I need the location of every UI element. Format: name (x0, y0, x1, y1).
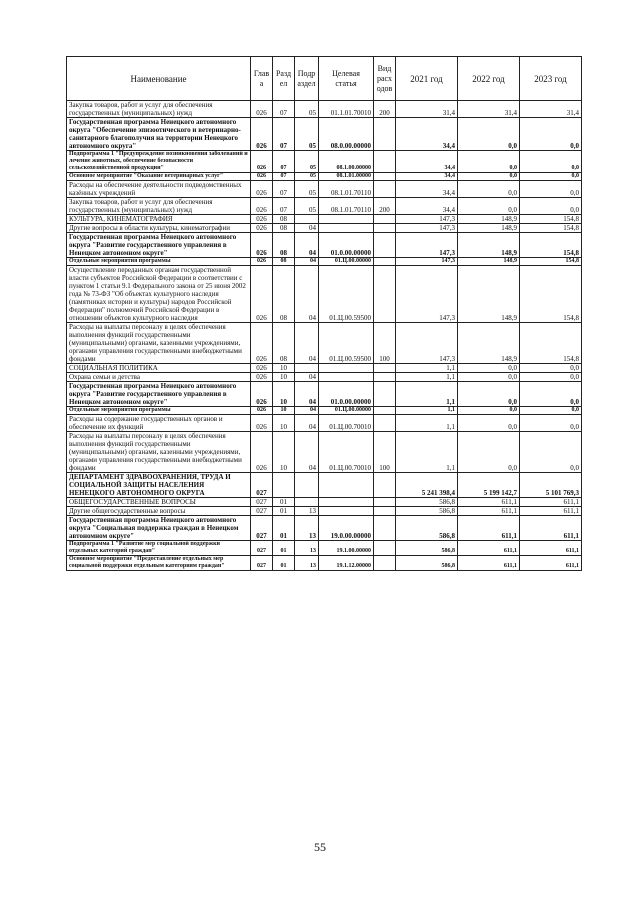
cell-y2022: 611,1 (458, 541, 520, 556)
cell-razdel: 01 (273, 507, 295, 516)
cell-name: Основное мероприятие "Предоставление отдельных мер социальной поддержки отдельным категориям граждан" (67, 556, 251, 571)
col-header-razdel: Разд ел (273, 57, 295, 101)
cell-name: Государственная программа Ненецкого автономного округа "Развитие государственного управления в Ненецком автономном округе" (67, 233, 251, 258)
cell-vid (374, 258, 396, 266)
cell-name: КУЛЬТУРА, КИНЕМАТОГРАФИЯ (67, 215, 251, 224)
cell-podrazdel: 05 (295, 181, 319, 198)
cell-target: 01.Ц.00.00000 (319, 407, 374, 415)
cell-name: Государственная программа Ненецкого автономного округа "Социальная поддержка граждан в Ненецком автономном округе" (67, 516, 251, 541)
table-header-row (67, 57, 582, 101)
cell-vid (374, 224, 396, 233)
cell-y2023: 154,8 (520, 258, 582, 266)
cell-y2023: 0,0 (520, 373, 582, 382)
cell-podrazdel (295, 473, 319, 498)
cell-vid: 200 (374, 198, 396, 215)
cell-y2022: 0,0 (458, 181, 520, 198)
table-row (67, 516, 582, 541)
cell-target: 19.1.12.00000 (319, 556, 374, 571)
cell-glava: 026 (251, 151, 273, 173)
cell-y2023: 0,0 (520, 364, 582, 373)
cell-podrazdel (295, 215, 319, 224)
cell-name: Государственная программа Ненецкого автономного округа "Развитие государственного управления в Ненецком автономном округе" (67, 382, 251, 407)
cell-vid (374, 215, 396, 224)
cell-vid (374, 373, 396, 382)
cell-y2023: 0,0 (520, 181, 582, 198)
cell-y2021: 147,3 (396, 215, 458, 224)
table-row (67, 507, 582, 516)
cell-vid (374, 151, 396, 173)
cell-name: ДЕПАРТАМЕНТ ЗДРАВООХРАНЕНИЯ, ТРУДА И СОЦИАЛЬНОЙ ЗАЩИТЫ НАСЕЛЕНИЯ НЕНЕЦКОГО АВТОНОМНОГО ОКРУГА (67, 473, 251, 498)
cell-glava: 027 (251, 507, 273, 516)
cell-razdel: 10 (273, 415, 295, 432)
cell-y2023: 31,4 (520, 101, 582, 118)
cell-target: 08.1.01.70110 (319, 181, 374, 198)
cell-razdel: 08 (273, 233, 295, 258)
cell-y2021: 1,1 (396, 373, 458, 382)
table-row (67, 258, 582, 266)
cell-glava: 026 (251, 181, 273, 198)
col-header-name: Наименование (67, 57, 251, 101)
table-row (67, 473, 582, 498)
cell-name: Другие общегосударственные вопросы (67, 507, 251, 516)
col-header-2022: 2022 год (458, 57, 520, 101)
cell-target (319, 215, 374, 224)
cell-y2022: 0,0 (458, 373, 520, 382)
col-header-2023: 2023 год (520, 57, 582, 101)
cell-y2022: 0,0 (458, 364, 520, 373)
cell-y2023: 611,1 (520, 498, 582, 507)
cell-y2023: 611,1 (520, 556, 582, 571)
cell-y2023: 0,0 (520, 198, 582, 215)
table-row (67, 215, 582, 224)
cell-razdel (273, 473, 295, 498)
table-row (67, 373, 582, 382)
cell-y2022: 0,0 (458, 173, 520, 181)
table-row (67, 173, 582, 181)
cell-y2023: 154,8 (520, 215, 582, 224)
cell-vid (374, 498, 396, 507)
cell-y2021: 34,4 (396, 118, 458, 151)
cell-name: Расходы на выплаты персоналу в целях обеспечения выполнения функций государственными (муниципальными) органами, казенными учреждениями, органами управления государственными внебюджетными фондами (67, 432, 251, 473)
cell-vid: 200 (374, 101, 396, 118)
cell-podrazdel: 05 (295, 151, 319, 173)
cell-razdel: 10 (273, 382, 295, 407)
table-row (67, 541, 582, 556)
cell-razdel: 08 (273, 266, 295, 323)
cell-y2021: 1,1 (396, 364, 458, 373)
cell-vid (374, 364, 396, 373)
cell-target: 08.1.01.70110 (319, 198, 374, 215)
cell-razdel: 07 (273, 173, 295, 181)
cell-glava: 026 (251, 364, 273, 373)
cell-y2022: 148,9 (458, 323, 520, 364)
table-row (67, 266, 582, 323)
cell-y2021: 1,1 (396, 382, 458, 407)
cell-glava: 027 (251, 516, 273, 541)
cell-y2022: 0,0 (458, 415, 520, 432)
table-row (67, 432, 582, 473)
cell-name: Расходы на содержание государственных органов и обеспечение их функций (67, 415, 251, 432)
cell-vid (374, 233, 396, 258)
cell-glava: 026 (251, 415, 273, 432)
cell-glava: 026 (251, 224, 273, 233)
table-row (67, 101, 582, 118)
page-number: 55 (314, 840, 326, 854)
table-row (67, 224, 582, 233)
cell-podrazdel: 04 (295, 323, 319, 364)
cell-glava: 026 (251, 432, 273, 473)
cell-name: Расходы на выплаты персоналу в целях обеспечения выполнения функций государственными (муниципальными) органами, казенными учреждениями, органами управления государственными внебюджетными фондами (67, 323, 251, 364)
cell-y2021: 586,8 (396, 498, 458, 507)
cell-target: 01.0.00.00000 (319, 233, 374, 258)
table-row (67, 181, 582, 198)
cell-target: 01.Ц.00.59500 (319, 266, 374, 323)
cell-glava: 026 (251, 233, 273, 258)
cell-target: 08.1.01.00000 (319, 173, 374, 181)
cell-vid (374, 407, 396, 415)
budget-table (66, 56, 582, 571)
cell-razdel: 08 (273, 224, 295, 233)
cell-name: Другие вопросы в области культуры, кинематографии (67, 224, 251, 233)
cell-y2021: 5 241 398,4 (396, 473, 458, 498)
cell-target (319, 473, 374, 498)
cell-razdel: 10 (273, 407, 295, 415)
cell-podrazdel: 04 (295, 258, 319, 266)
cell-podrazdel: 05 (295, 101, 319, 118)
cell-y2021: 34,4 (396, 151, 458, 173)
cell-razdel: 10 (273, 432, 295, 473)
cell-y2023: 611,1 (520, 516, 582, 541)
cell-y2021: 34,4 (396, 198, 458, 215)
cell-vid (374, 382, 396, 407)
cell-y2021: 586,8 (396, 541, 458, 556)
cell-podrazdel: 04 (295, 233, 319, 258)
cell-y2023: 154,8 (520, 224, 582, 233)
cell-glava: 026 (251, 407, 273, 415)
cell-y2022: 0,0 (458, 407, 520, 415)
cell-target: 01.Ц.00.00000 (319, 258, 374, 266)
cell-name: Охрана семьи и детства (67, 373, 251, 382)
cell-y2022: 0,0 (458, 432, 520, 473)
cell-y2021: 147,3 (396, 233, 458, 258)
cell-glava: 027 (251, 541, 273, 556)
cell-y2021: 1,1 (396, 407, 458, 415)
cell-glava: 026 (251, 173, 273, 181)
cell-podrazdel: 13 (295, 541, 319, 556)
cell-name: Основное мероприятие "Оказание ветеринарных услуг" (67, 173, 251, 181)
cell-target (319, 224, 374, 233)
cell-name: Подпрограмма 1 "Предупреждение возникновения заболеваний и лечение животных, обеспечение безопасности сельскохозяйственной продукции" (67, 151, 251, 173)
cell-vid (374, 173, 396, 181)
cell-razdel: 01 (273, 516, 295, 541)
col-header-target: Целевая статья (319, 57, 374, 101)
cell-podrazdel: 05 (295, 118, 319, 151)
table-row (67, 233, 582, 258)
cell-vid: 100 (374, 432, 396, 473)
cell-name: Закупка товаров, работ и услуг для обеспечения государственных (муниципальных) нужд (67, 198, 251, 215)
cell-podrazdel (295, 364, 319, 373)
cell-glava: 026 (251, 258, 273, 266)
cell-target (319, 373, 374, 382)
cell-vid (374, 556, 396, 571)
cell-y2021: 1,1 (396, 432, 458, 473)
cell-glava: 026 (251, 373, 273, 382)
table-row (67, 407, 582, 415)
cell-y2022: 148,9 (458, 233, 520, 258)
cell-target: 08.1.00.00000 (319, 151, 374, 173)
col-header-vid: Вид расх одов (374, 57, 396, 101)
cell-razdel: 07 (273, 198, 295, 215)
cell-name: СОЦИАЛЬНАЯ ПОЛИТИКА (67, 364, 251, 373)
cell-target (319, 498, 374, 507)
cell-razdel: 10 (273, 364, 295, 373)
cell-y2022: 611,1 (458, 507, 520, 516)
cell-vid (374, 516, 396, 541)
cell-razdel: 01 (273, 498, 295, 507)
table-row (67, 323, 582, 364)
table-row (67, 415, 582, 432)
cell-razdel: 08 (273, 258, 295, 266)
cell-y2023: 5 101 769,3 (520, 473, 582, 498)
cell-vid (374, 541, 396, 556)
cell-podrazdel: 13 (295, 507, 319, 516)
cell-y2023: 154,8 (520, 266, 582, 323)
cell-glava: 026 (251, 198, 273, 215)
cell-y2022: 611,1 (458, 516, 520, 541)
cell-y2022: 5 199 142,7 (458, 473, 520, 498)
cell-podrazdel: 04 (295, 415, 319, 432)
cell-target: 19.1.00.00000 (319, 541, 374, 556)
cell-target (319, 364, 374, 373)
cell-vid (374, 181, 396, 198)
col-header-2021: 2021 год (396, 57, 458, 101)
cell-y2023: 0,0 (520, 118, 582, 151)
cell-y2022: 611,1 (458, 556, 520, 571)
cell-y2022: 0,0 (458, 382, 520, 407)
cell-y2021: 1,1 (396, 415, 458, 432)
cell-y2023: 154,8 (520, 323, 582, 364)
cell-y2021: 586,8 (396, 516, 458, 541)
cell-vid (374, 118, 396, 151)
cell-razdel: 07 (273, 118, 295, 151)
cell-podrazdel: 13 (295, 516, 319, 541)
cell-y2022: 0,0 (458, 151, 520, 173)
cell-target: 01.0.00.00000 (319, 382, 374, 407)
cell-y2021: 586,8 (396, 507, 458, 516)
cell-y2022: 0,0 (458, 198, 520, 215)
cell-glava: 026 (251, 323, 273, 364)
col-header-podrazdel: Подр аздел (295, 57, 319, 101)
cell-target: 01.Ц.00.70010 (319, 432, 374, 473)
cell-y2022: 148,9 (458, 215, 520, 224)
cell-y2022: 0,0 (458, 118, 520, 151)
table-body (67, 101, 582, 571)
cell-glava: 026 (251, 382, 273, 407)
cell-razdel: 07 (273, 101, 295, 118)
cell-glava: 027 (251, 556, 273, 571)
cell-podrazdel: 04 (295, 432, 319, 473)
cell-y2021: 147,3 (396, 323, 458, 364)
cell-y2021: 147,3 (396, 224, 458, 233)
table-row (67, 151, 582, 173)
cell-y2022: 611,1 (458, 498, 520, 507)
cell-name: Закупка товаров, работ и услуг для обеспечения государственных (муниципальных) нужд (67, 101, 251, 118)
cell-target (319, 507, 374, 516)
cell-vid (374, 473, 396, 498)
cell-podrazdel: 05 (295, 198, 319, 215)
cell-vid (374, 507, 396, 516)
cell-name: Осуществление переданных органам государственной власти субъектов Российской Федерации в соответствии с пунктом 1 статьи 9.1 Федерального закона от 25 июня 2002 года № 73-ФЗ "Об объектах культурного наследия (памятниках истории и культуры) народов Российской Федерации" полномочий Российской Федерации в отношении объектов культурного наследия (67, 266, 251, 323)
cell-vid: 100 (374, 323, 396, 364)
cell-y2021: 31,4 (396, 101, 458, 118)
cell-y2023: 611,1 (520, 507, 582, 516)
cell-glava: 027 (251, 473, 273, 498)
cell-podrazdel: 04 (295, 224, 319, 233)
cell-podrazdel: 04 (295, 373, 319, 382)
cell-y2021: 34,4 (396, 173, 458, 181)
cell-podrazdel: 04 (295, 407, 319, 415)
table-row (67, 498, 582, 507)
cell-vid (374, 266, 396, 323)
cell-target: 01.Ц.00.59500 (319, 323, 374, 364)
cell-razdel: 08 (273, 215, 295, 224)
cell-razdel: 08 (273, 323, 295, 364)
cell-y2022: 148,9 (458, 266, 520, 323)
cell-target: 01.Ц.00.70010 (319, 415, 374, 432)
cell-glava: 026 (251, 118, 273, 151)
cell-razdel: 01 (273, 556, 295, 571)
table-row (67, 382, 582, 407)
budget-sheet (66, 56, 581, 571)
cell-glava: 026 (251, 266, 273, 323)
cell-name: ОБЩЕГОСУДАРСТВЕННЫЕ ВОПРОСЫ (67, 498, 251, 507)
cell-y2021: 586,8 (396, 556, 458, 571)
cell-y2023: 0,0 (520, 432, 582, 473)
cell-name: Расходы на обеспечение деятельности подведомственных казённых учреждений (67, 181, 251, 198)
table-row (67, 556, 582, 571)
cell-razdel: 07 (273, 151, 295, 173)
cell-glava: 026 (251, 215, 273, 224)
cell-y2022: 148,9 (458, 258, 520, 266)
cell-y2022: 31,4 (458, 101, 520, 118)
cell-podrazdel: 13 (295, 556, 319, 571)
cell-podrazdel: 05 (295, 173, 319, 181)
cell-name: Подпрограмма 1 "Развитие мер социальной поддержки отдельных категорий граждан" (67, 541, 251, 556)
cell-y2021: 147,3 (396, 266, 458, 323)
cell-podrazdel: 04 (295, 266, 319, 323)
cell-y2022: 148,9 (458, 224, 520, 233)
cell-y2023: 0,0 (520, 382, 582, 407)
cell-razdel: 07 (273, 181, 295, 198)
cell-podrazdel (295, 498, 319, 507)
cell-target: 08.0.00.00000 (319, 118, 374, 151)
cell-y2021: 147,3 (396, 258, 458, 266)
table-row (67, 364, 582, 373)
cell-y2021: 34,4 (396, 181, 458, 198)
cell-glava: 027 (251, 498, 273, 507)
cell-glava: 026 (251, 101, 273, 118)
cell-target: 19.0.00.00000 (319, 516, 374, 541)
cell-y2023: 0,0 (520, 407, 582, 415)
cell-name: Отдельные мероприятия программы (67, 407, 251, 415)
table-row (67, 198, 582, 215)
cell-y2023: 154,8 (520, 233, 582, 258)
cell-podrazdel: 04 (295, 382, 319, 407)
cell-razdel: 01 (273, 541, 295, 556)
cell-y2023: 611,1 (520, 541, 582, 556)
cell-name: Отдельные мероприятия программы (67, 258, 251, 266)
cell-vid (374, 415, 396, 432)
col-header-glava: Глав а (251, 57, 273, 101)
cell-y2023: 0,0 (520, 415, 582, 432)
cell-razdel: 10 (273, 373, 295, 382)
cell-y2023: 0,0 (520, 173, 582, 181)
table-row (67, 118, 582, 151)
cell-y2023: 0,0 (520, 151, 582, 173)
cell-name: Государственная программа Ненецкого автономного округа "Обеспечение эпизоотического и ветеринарно-санитарного благополучия на территории Ненецкого автономного округа" (67, 118, 251, 151)
cell-target: 01.1.01.70010 (319, 101, 374, 118)
